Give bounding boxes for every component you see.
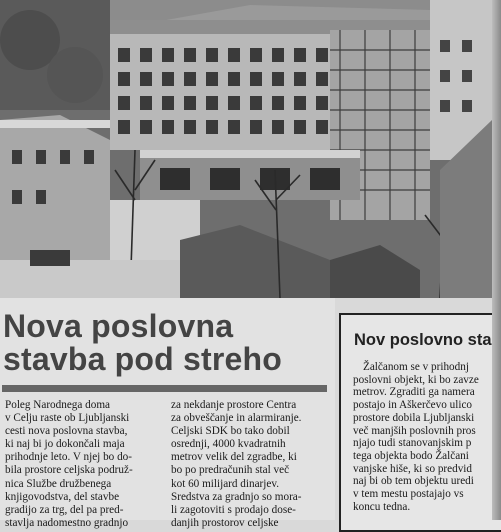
sidebar-line: v tem mestu postajajo vs bbox=[353, 488, 464, 501]
column-line: ki naj bi jo dokončali maja bbox=[5, 438, 125, 451]
column-line: li zagotoviti s prodajo dose- bbox=[171, 503, 296, 516]
sidebar-line: več manjših poslovnih pros bbox=[353, 424, 476, 437]
column-line: metrov velik del zgradbe, ki bbox=[171, 451, 297, 464]
column-line: za obveščanje in alarmiranje. bbox=[171, 412, 302, 425]
column-line: Celjski SDK bo tako dobil bbox=[171, 425, 290, 438]
column-line: Sredstva za gradnjo so mora- bbox=[171, 490, 302, 503]
column-line: prihodnje leto. V njej bo do- bbox=[5, 451, 132, 464]
sidebar-line: njajo tudi stanovanjskim p bbox=[353, 437, 472, 450]
sidebar-line: metrov. Zgraditi ga namera bbox=[353, 386, 475, 399]
column-line: bo po predračunih stal več bbox=[171, 464, 290, 477]
sidebar-line: postajo in Aškerčevo ulico bbox=[353, 399, 472, 412]
column-line: za nekdanje prostore Centra bbox=[171, 399, 297, 411]
article-column-1 bbox=[5, 399, 161, 530]
sidebar-line: koncu tedna. bbox=[353, 500, 411, 513]
sidebar-article-box bbox=[339, 313, 501, 532]
column-line: cesti nova poslovna stavba, bbox=[5, 425, 128, 438]
sidebar-text bbox=[353, 361, 479, 513]
column-line: osrednji, 4000 kvadratnih bbox=[171, 438, 286, 451]
sidebar-line: poslovni objekt, ki bo zavze bbox=[353, 373, 479, 386]
column-line: v Celju raste ob Ljubljanski bbox=[5, 412, 130, 425]
article-headline bbox=[3, 310, 333, 376]
column-line: Poleg Narodnega doma bbox=[5, 399, 111, 411]
column-line: gradijo za trg, del pa pred- bbox=[5, 503, 124, 516]
sidebar-line: prostore dobila Ljubljanski bbox=[353, 411, 475, 424]
article bbox=[0, 298, 335, 529]
sidebar-headline: Nov poslovno sta bbox=[354, 331, 492, 349]
headline-line-2: stavba pod streho bbox=[3, 341, 283, 377]
sidebar-line: Žalčanom se v prihodnj bbox=[363, 361, 469, 373]
sidebar-line: vanjske hiše, ki so predvid bbox=[353, 462, 473, 475]
sidebar-line: naj bi ob tem objektu uredi bbox=[353, 475, 474, 488]
sidebar-line: tega objekta bodo Žalčani bbox=[353, 449, 469, 462]
column-line: danjih prostorov celjske bbox=[171, 516, 279, 529]
column-line: nica Službe družbenega bbox=[5, 477, 112, 490]
column-line: knjigovodstva, del stavbe bbox=[5, 490, 120, 503]
column-line: bila prostore celjska podruž- bbox=[5, 464, 133, 477]
page-edge-shadow bbox=[492, 0, 501, 520]
headline-line-1: Nova poslovna bbox=[3, 308, 234, 344]
column-line: kot 60 milijard dinarjev. bbox=[171, 477, 280, 490]
column-line: stavlja nadomestno gradnjo bbox=[5, 516, 129, 529]
article-column-2 bbox=[171, 399, 331, 530]
headline-rule bbox=[2, 385, 327, 392]
